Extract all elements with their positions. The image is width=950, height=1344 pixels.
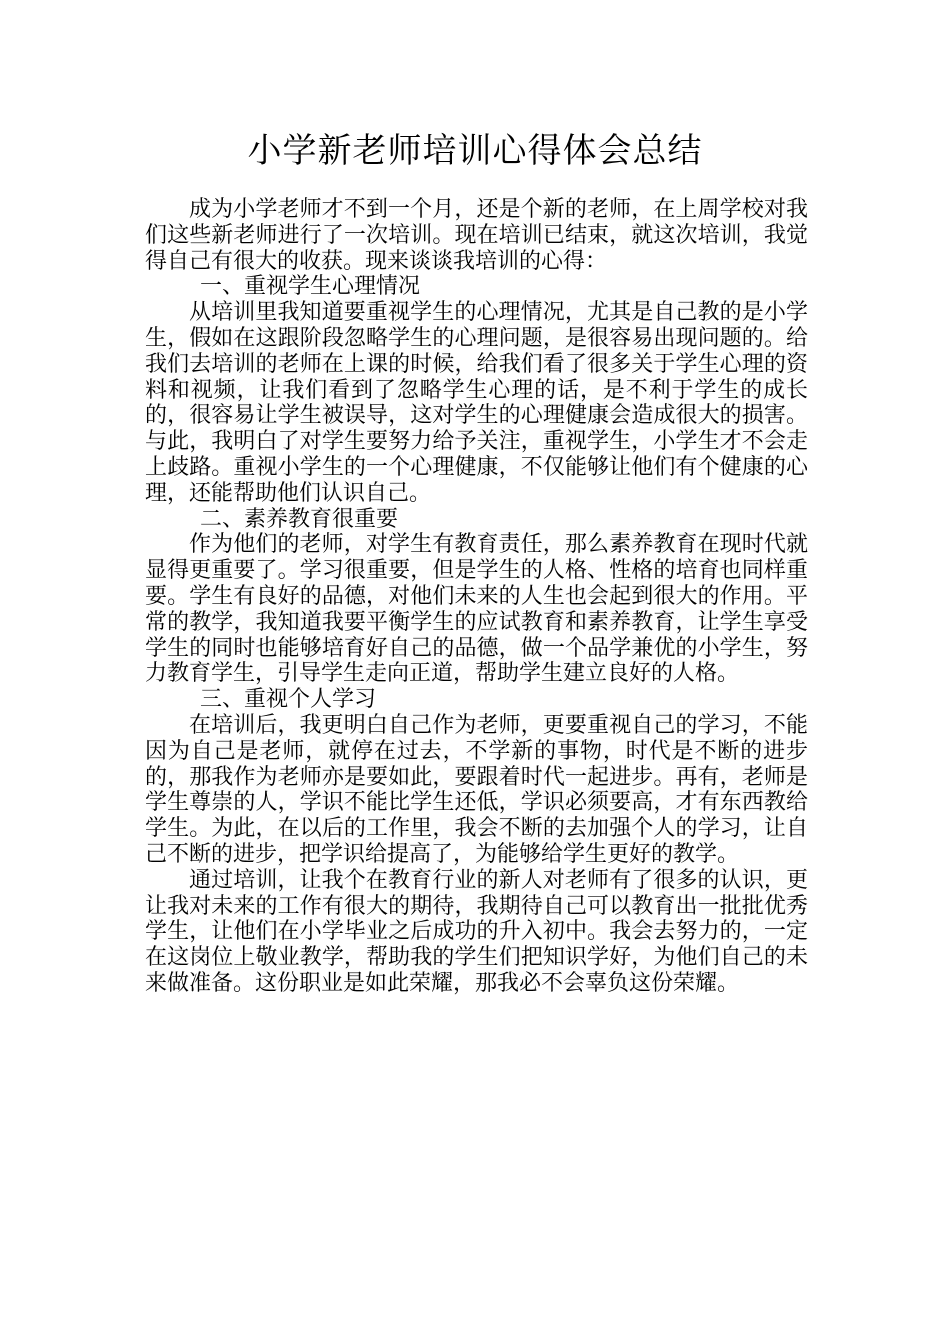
section-body-1: 从培训里我知道要重视学生的心理情况，尤其是自己教的是小学生，假如在这跟阶段忽略学生的心理问题，是很容易出现问题的。给我们去培训的老师在上课的时候，给我们看了很多关于学生心理的资料和视频，让我们看到了忽略学生心理的话，是不利于学生的成长的，很容易让学生被误导，这对学生的心理健康会造成很大的损害。与此，我明白了对学生要努力给予关注，重视学生，小学生才不会走上歧路。重视小学生的一个心理健康，不仅能够让他们有个健康的心理，还能帮助他们认识自己。 (145, 300, 808, 506)
section-heading-3: 三、重视个人学习 (200, 687, 377, 713)
document-body (145, 197, 808, 997)
section-heading-2: 二、素养教育很重要 (200, 506, 399, 532)
section-body-3: 在培训后，我更明白自己作为老师，更要重视自己的学习，不能因为自己是老师，就停在过去，不学新的事物，时代是不断的进步的，那我作为老师亦是要如此，要跟着时代一起进步。再有，老师是学生尊崇的人，学识不能比学生还低，学识必须要高，才有东西教给学生。为此，在以后的工作里，我会不断的去加强个人的学习，让自己不断的进步，把学识给提高了，为能够给学生更好的教学。 (145, 712, 808, 867)
section-body-2: 作为他们的老师，对学生有教育责任，那么素养教育在现时代就显得更重要了。学习很重要，但是学生的人格、性格的培育也同样重要。学生有良好的品德，对他们未来的人生也会起到很大的作用。平常的教学，我知道我要平衡学生的应试教育和素养教育，让学生享受学生的同时也能够培育好自己的品德，做一个品学兼优的小学生，努力教育学生，引导学生走向正道，帮助学生建立良好的人格。 (145, 532, 808, 687)
intro-paragraph: 成为小学老师才不到一个月，还是个新的老师，在上周学校对我们这些新老师进行了一次培训。现在培训已结束，就这次培训，我觉得自己有很大的收获。现来谈谈我培训的心得： (145, 197, 808, 274)
section-heading-1: 一、重视学生心理情况 (200, 274, 421, 300)
document-title: 小学新老师培训心得体会总结 (247, 131, 703, 171)
conclusion-paragraph: 通过培训，让我个在教育行业的新人对老师有了很多的认识，更让我对未来的工作有很大的期待，我期待自己可以教育出一批批优秀学生，让他们在小学毕业之后成功的升入初中。我会去努力的，一定在这岗位上敬业教学，帮助我的学生们把知识学好，为他们自己的未来做准备。这份职业是如此荣耀，那我必不会辜负这份荣耀。 (145, 867, 808, 996)
